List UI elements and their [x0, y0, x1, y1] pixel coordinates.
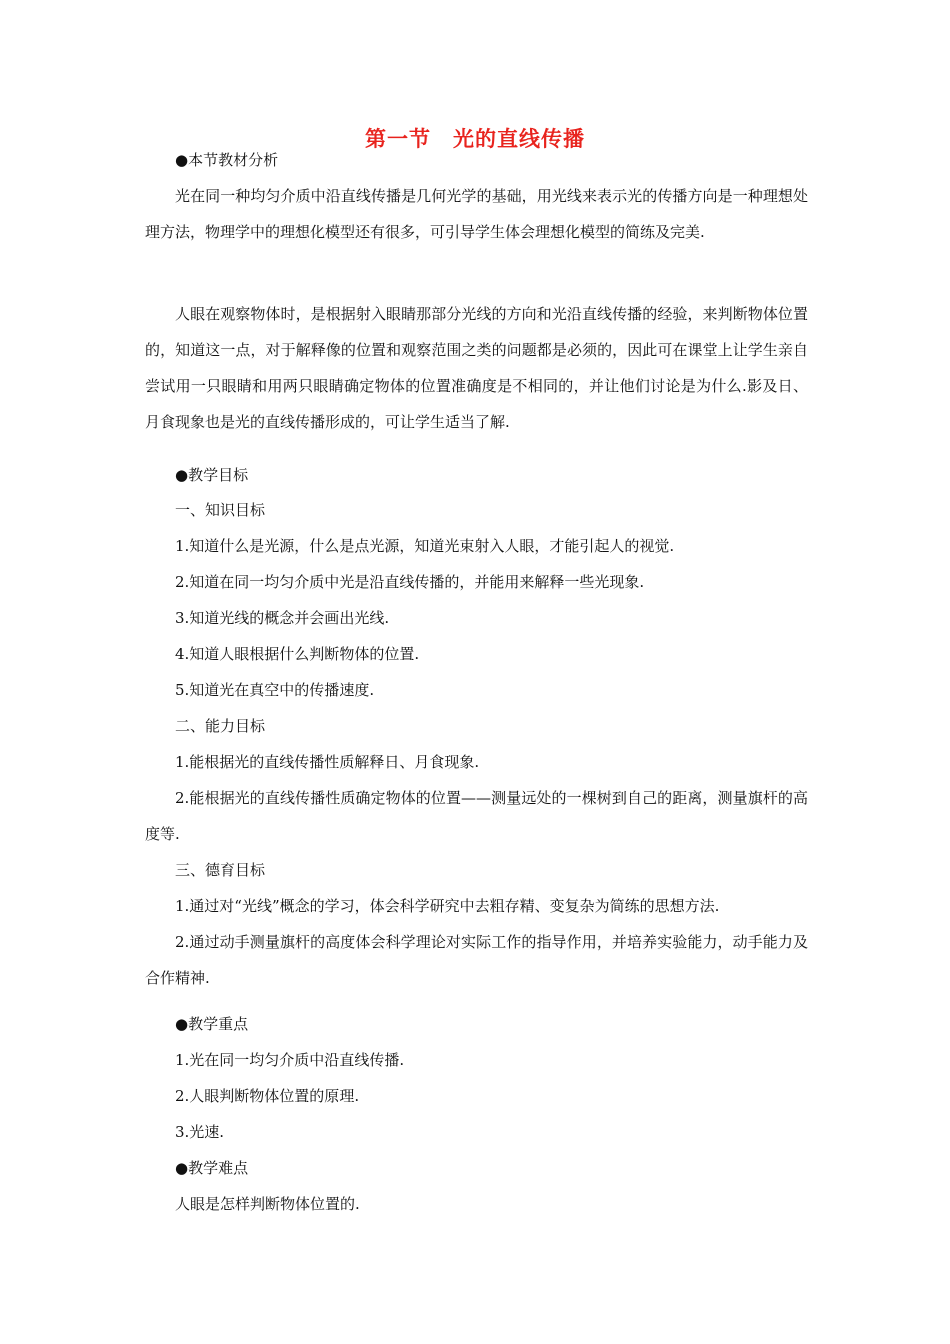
subheading-moral-goals: 三、德育目标 — [175, 861, 266, 879]
knowledge-goal-item: 5.知道光在真空中的传播速度. — [175, 681, 375, 699]
section-heading-key-points: ●教学重点 — [175, 1015, 249, 1033]
ability-goal-item: 1.能根据光的直线传播性质解释日、月食现象. — [175, 753, 480, 771]
paragraph-analysis-2: 人眼在观察物体时，是根据射入眼睛那部分光线的方向和光沿直线传播的经验，来判断物体位置的，知道这一点，对于解释像的位置和观察范围之类的问题都是必须的，因此可在课堂上让学生亲自尝试用一只眼睛和用两只眼睛确定物体的位置准确度是不相同的，并让他们讨论是为什么.影及日、月食现象也是光的直线传播形成的，可让学生适当了解. — [145, 305, 808, 431]
subheading-ability-goals: 二、能力目标 — [175, 717, 266, 735]
key-point-item: 1.光在同一均匀介质中沿直线传播. — [175, 1051, 405, 1069]
section-heading-difficulties: ●教学难点 — [175, 1159, 249, 1177]
page-title: 第一节 光的直线传播 — [365, 126, 585, 151]
difficulty-item: 人眼是怎样判断物体位置的. — [175, 1195, 360, 1213]
paragraph-analysis-1: 光在同一种均匀介质中沿直线传播是几何光学的基础，用光线来表示光的传播方向是一种理想处理方法，物理学中的理想化模型还有很多，可引导学生体会理想化模型的简练及完美. — [145, 187, 808, 241]
section-heading-analysis: ●本节教材分析 — [175, 151, 279, 169]
key-point-item: 2.人眼判断物体位置的原理. — [175, 1087, 360, 1105]
section-heading-goals: ●教学目标 — [175, 466, 249, 484]
knowledge-goal-item: 4.知道人眼根据什么判断物体的位置. — [175, 645, 420, 663]
knowledge-goal-item: 2.知道在同一均匀介质中光是沿直线传播的，并能用来解释一些光现象. — [175, 573, 645, 591]
key-point-item: 3.光速. — [175, 1123, 225, 1141]
knowledge-goal-item: 1.知道什么是光源，什么是点光源，知道光束射入人眼，才能引起人的视觉. — [175, 537, 675, 555]
moral-goal-item: 2.通过动手测量旗杆的高度体会科学理论对实际工作的指导作用，并培养实验能力，动手能力及合作精神. — [145, 933, 808, 987]
ability-goal-item: 2.能根据光的直线传播性质确定物体的位置——测量远处的一棵树到自己的距离，测量旗杆的高度等. — [145, 789, 808, 843]
subheading-knowledge-goals: 一、知识目标 — [175, 501, 266, 519]
moral-goal-item: 1.通过对“光线”概念的学习，体会科学研究中去粗存精、变复杂为简练的思想方法. — [175, 897, 720, 915]
knowledge-goal-item: 3.知道光线的概念并会画出光线. — [175, 609, 390, 627]
